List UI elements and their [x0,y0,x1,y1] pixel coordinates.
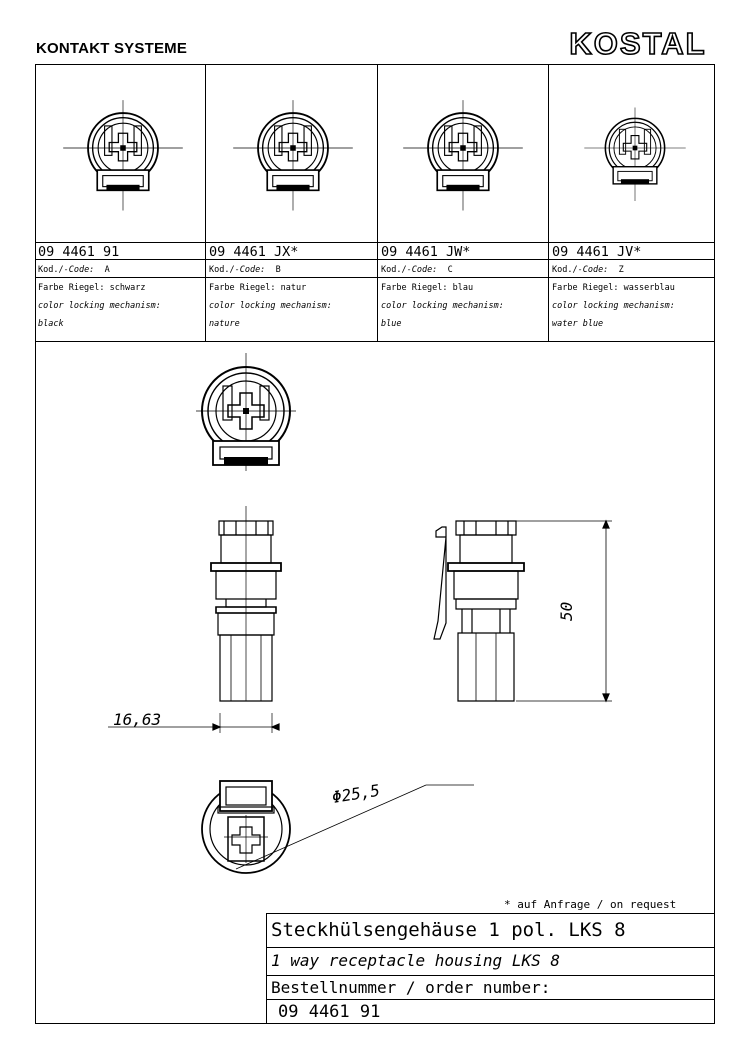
front-view-drawing [196,353,296,471]
part-number: 09 4461 91 [38,244,120,260]
color-en-label: color locking mechanism: [209,301,332,311]
color-en-label: color locking mechanism: [552,301,675,311]
variant-drawing [35,64,715,242]
part-number: 09 4461 JV* [552,244,642,260]
connector-drawing-a [63,100,183,210]
title-english: 1 way receptacle housing LKS 8 [271,951,560,970]
color-de: Farbe Riegel: schwarz [38,283,146,293]
color-de: Farbe Riegel: natur [209,283,307,293]
side-view-rotated-drawing [434,521,612,701]
diameter-dimension: Φ25,5 [330,780,382,807]
code-row: Kod./-Code: B [209,265,281,275]
code-row: Kod./-Code: A [38,265,110,275]
side-view-drawing [108,506,281,733]
color-en: black [38,319,64,329]
color-de: Farbe Riegel: wasserblau [552,283,675,293]
height-dimension: 50 [557,601,576,621]
company-heading: KONTAKT SYSTEME [36,40,188,57]
main-drawing [35,341,715,913]
order-number-label: Bestellnummer / order number: [271,978,551,997]
part-number: 09 4461 JX* [209,244,299,260]
color-en: water blue [552,319,604,329]
code-row: Kod./-Code: Z [552,265,624,275]
connector-drawing-z [584,107,685,201]
kostal-logo [560,26,716,60]
color-en: blue [381,319,402,329]
connector-drawing-c [403,100,523,210]
width-dimension: 16,63 [113,710,162,729]
svg-text:KOSTAL: KOSTAL [569,26,707,61]
color-en-label: color locking mechanism: [381,301,504,311]
part-number: 09 4461 JW* [381,244,471,260]
code-row: Kod./-Code: C [381,265,453,275]
color-de: Farbe Riegel: blau [381,283,474,293]
footnote: * auf Anfrage / on request [504,898,677,911]
connector-drawing-b [233,100,353,210]
color-en-label: color locking mechanism: [38,301,161,311]
title-german: Steckhülsengehäuse 1 pol. LKS 8 [271,919,626,941]
color-en: nature [209,319,240,329]
order-number: 09 4461 91 [278,1002,381,1022]
